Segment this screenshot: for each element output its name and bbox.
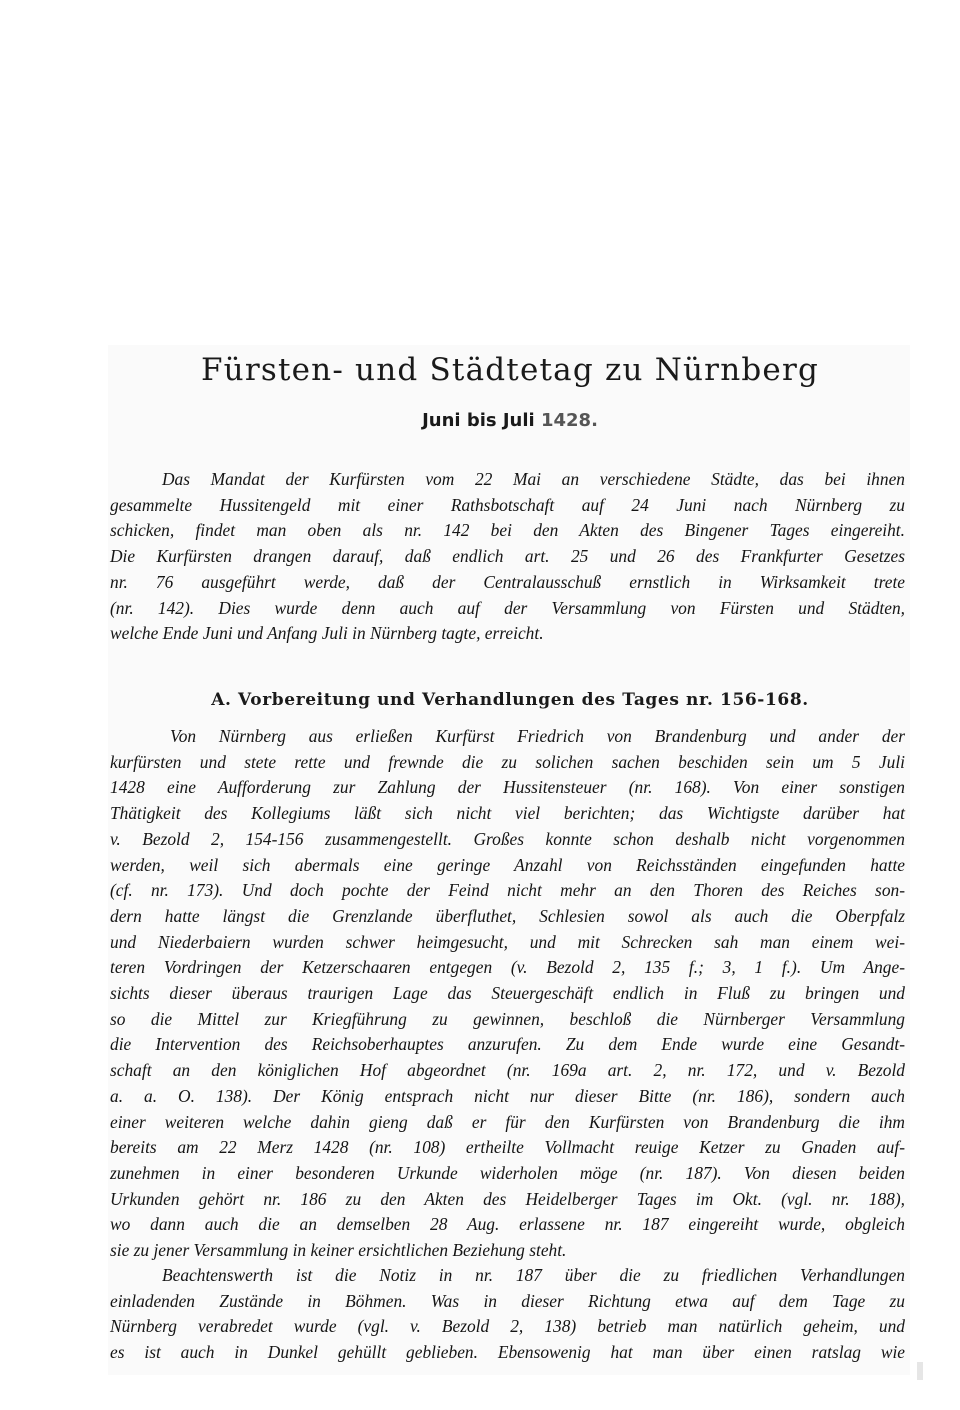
body-line: Thätigkeit des Kollegiums läßt sich nicht viel berichten; das Wichtigste darüber hat: [110, 803, 905, 824]
page-title: Fürsten- und Städtetag zu Nürnberg: [200, 352, 820, 388]
body-line: v. Bezold 2, 154-156 zusammengestellt. Großes konnte schon deshalb nicht vorgenommen: [110, 828, 905, 849]
body-line: einer weiteren welche dahin gieng daß er für den Kurfürsten von Brandenburg die ihm: [110, 1111, 905, 1132]
body-paragraph-2: [110, 1263, 905, 1366]
subtitle-year: 1428.: [540, 410, 598, 431]
intro-line: gesammelte Hussitengeld mit einer Rathsbotschaft auf 24 Juni nach Nürnberg zu: [110, 494, 905, 515]
body-line: einladenden Zustände in Böhmen. Was in dieser Richtung etwa auf dem Tage zu: [110, 1290, 905, 1311]
body-line: Urkunden gehört nr. 186 zu den Akten des Heidelberger Tages im Okt. (vgl. nr. 188),: [110, 1188, 905, 1209]
body-line: Nürnberg verabredet wurde (vgl. v. Bezold 2, 138) betrieb man natürlich geheim, und: [110, 1316, 905, 1337]
intro-line: nr. 76 ausgeführt werde, daß der Centralausschuß ernstlich in Wirksamkeit trete: [110, 571, 905, 592]
page-subtitle: [110, 410, 910, 431]
subtitle-range: Juni bis Juli: [422, 410, 541, 431]
body-line: Beachtenswerth ist die Notiz in nr. 187 über die zu friedlichen Verhandlungen: [162, 1265, 905, 1285]
body-paragraph-1: [110, 724, 905, 1264]
intro-line: schicken, findet man oben als nr. 142 bei den Akten des Bingener Tages eingereiht.: [110, 520, 905, 541]
intro-line: Das Mandat der Kurfürsten vom 22 Mai an verschiedene Städte, das bei ihnen: [162, 469, 905, 489]
body-line: so die Mittel zur Kriegführung zu gewinnen, beschloß die Nürnberger Versammlung: [110, 1008, 905, 1029]
body-line: teren Vordringen der Ketzerschaaren entgegen (v. Bezold 2, 135 f.; 3, 1 f.). Um Ange-: [110, 957, 905, 978]
body-line: die Intervention des Reichsoberhauptes anzurufen. Zu dem Ende wurde eine Gesandt-: [110, 1034, 905, 1055]
intro-paragraph: [110, 467, 905, 647]
body-line: wo dann auch die an demselben 28 Aug. erlassene nr. 187 eingereiht wurde, obgleich: [110, 1214, 905, 1235]
scan-artifact: [917, 1362, 923, 1380]
body-line: es ist auch in Dunkel gehüllt geblieben. Ebensowenig hat man über einen ratslag wie: [110, 1342, 905, 1363]
body-line: a. a. O. 138). Der König entsprach nicht nur dieser Bitte (nr. 186), sondern auch: [110, 1085, 905, 1106]
body-line: schaft an den königlichen Hof abgeordnet (nr. 169a art. 2, nr. 172, und v. Bezold: [110, 1060, 905, 1081]
body-line: sie zu jener Versammlung in keiner ersichtlichen Beziehung steht.: [110, 1240, 567, 1261]
intro-line: welche Ende Juni und Anfang Juli in Nürnberg tagte, erreicht.: [110, 623, 544, 644]
body-line: Von Nürnberg aus erließen Kurfürst Friedrich von Brandenburg und ander der: [170, 726, 905, 746]
intro-line: Die Kurfürsten drangen darauf, daß endlich art. 25 und 26 des Frankfurter Gesetzes: [110, 546, 905, 567]
body-line: kurfürsten und stete rette und frewnde die zu solichen sachen beschiden sein um 5 Juli: [110, 751, 905, 772]
body-line: zunehmen in einer besonderen Urkunde widerholen möge (nr. 187). Von diesen beiden: [110, 1162, 905, 1183]
section-heading: A. Vorbereitung und Verhandlungen des Tages nr. 156-168.: [211, 690, 809, 710]
body-line: 1428 eine Aufforderung zur Zahlung der Hussitensteuer (nr. 168). Von einer sonstigen: [110, 777, 905, 798]
body-line: bereits am 22 Merz 1428 (nr. 108) ertheilte Vollmacht reuige Ketzer zu Gnaden auf-: [110, 1137, 905, 1158]
body-line: und Niederbaiern wurden schwer heimgesucht, und mit Schrecken sah man einem wei-: [110, 931, 905, 952]
intro-line: (nr. 142). Dies wurde denn auch auf der Versammlung von Fürsten und Städten,: [110, 597, 905, 618]
body-line: dern hatte längst die Grenzlande überfluthet, Schlesien sowol als auch die Oberpfalz: [110, 905, 905, 926]
body-line: sichts dieser überaus traurigen Lage das Steuergeschäft endlich in Fluß zu bringen und: [110, 983, 905, 1004]
body-line: (cf. nr. 173). Und doch pochte der Feind nicht mehr an den Thoren des Reiches son-: [110, 880, 905, 901]
body-line: werden, weil sich abermals eine geringe Anzahl von Reichsständen eingefunden hatte: [110, 854, 905, 875]
